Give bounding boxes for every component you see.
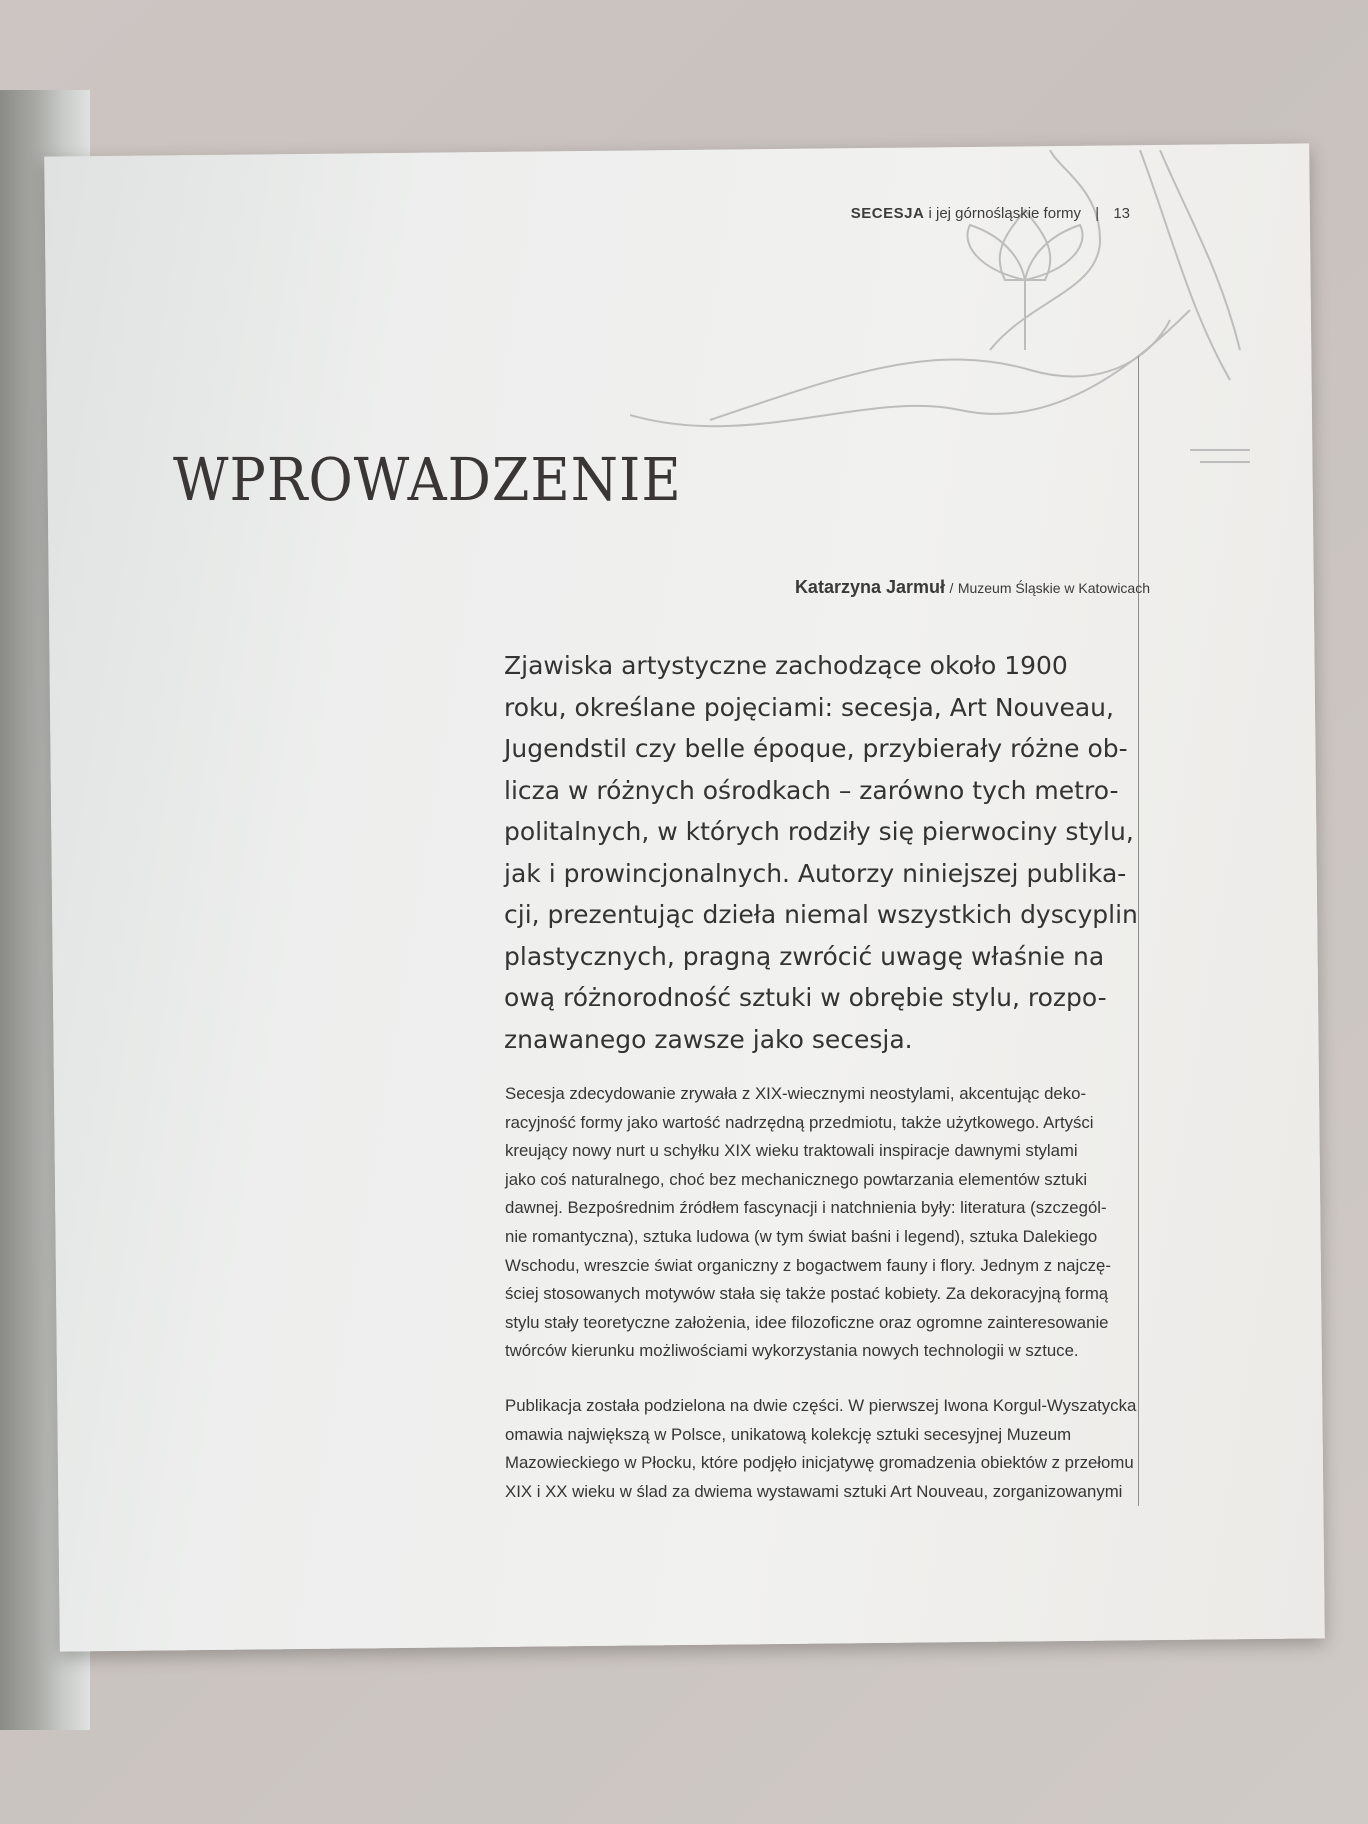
body-line: twórców kierunku możliwościami wykorzystania nowych technologii w sztuce. bbox=[505, 1341, 1079, 1361]
author-name: Katarzyna Jarmuł bbox=[794, 577, 946, 597]
body-line: nie romantyczna), sztuka ludowa (w tym świat baśni i legend), sztuka Dalekiego bbox=[505, 1226, 1098, 1246]
body-line: Publikacja została podzielona na dwie części. W pierwszej Iwona Korgul-Wyszatycka bbox=[505, 1396, 1137, 1415]
lead-line: cji, prezentując dzieła niemal wszystkich dyscyplin bbox=[504, 900, 1138, 929]
header-section-bold: SECESJA bbox=[850, 205, 925, 222]
body-line: stylu stały teoretyczne założenia, idee filozoficzne oraz ogromne zainteresowanie bbox=[505, 1312, 1109, 1332]
lead-line: politalnych, w których rodziły się pierwociny stylu, bbox=[504, 817, 1134, 846]
body-paragraph-2 bbox=[505, 1392, 1195, 1506]
lead-line: Zjawiska artystyczne zachodzące około 1900 bbox=[504, 651, 1068, 680]
body-line: XIX i XX wieku w ślad za dwiema wystawami sztuki Art Nouveau, zorganizowanymi bbox=[505, 1481, 1123, 1501]
page-number: 13 bbox=[1113, 205, 1130, 222]
lead-line: plastycznych, pragną zwrócić uwagę właśnie na bbox=[504, 941, 1105, 971]
author-line bbox=[650, 577, 1150, 598]
body-line: omawia największą w Polsce, unikatową kolekcję sztuki secesyjnej Muzeum bbox=[505, 1424, 1072, 1444]
body-paragraph-1 bbox=[505, 1080, 1195, 1366]
lead-line: jak i prowincjonalnych. Autorzy niniejszej publika- bbox=[504, 858, 1127, 888]
chapter-title: WPROWADZENIE bbox=[173, 444, 682, 515]
lead-line: licza w różnych ośrodkach – zarówno tych metro- bbox=[504, 775, 1119, 805]
header-separator: | bbox=[1095, 205, 1100, 222]
lead-line: Jugendstil czy belle époque, przybierały różne ob- bbox=[504, 734, 1128, 763]
header-section-rest: i jej górnośląskie formy bbox=[928, 205, 1082, 222]
running-header bbox=[700, 205, 1130, 222]
art-nouveau-lotus-ornament bbox=[630, 150, 1250, 480]
lead-line: roku, określane pojęciami: secesja, Art Nouveau, bbox=[504, 692, 1114, 722]
body-line: jako coś naturalnego, choć bez mechanicznego powtarzania elementów sztuki bbox=[505, 1169, 1088, 1189]
body-line: racyjność formy jako wartość nadrzędną przedmiotu, także użytkowego. Artyści bbox=[505, 1112, 1094, 1132]
body-line: kreujący nowy nurt u schyłku XIX wieku traktowali inspiracje dawnymi stylami bbox=[505, 1141, 1078, 1161]
author-institution: Muzeum Śląskie w Katowicach bbox=[957, 580, 1150, 596]
body-line: dawnej. Bezpośrednim źródłem fascynacji i natchnienia były: literatura (szczegól- bbox=[505, 1198, 1107, 1218]
body-line: ściej stosowanych motywów stała się także postać kobiety. Za dekoracyjną formą bbox=[505, 1284, 1109, 1304]
lead-line: znawanego zawsze jako secesja. bbox=[504, 1024, 913, 1054]
author-separator: / bbox=[949, 580, 954, 596]
lead-paragraph bbox=[504, 645, 1164, 1060]
body-line: Secesja zdecydowanie zrywała z XIX-wiecznymi neostylami, akcentując deko- bbox=[505, 1084, 1087, 1103]
body-line: Mazowieckiego w Płocku, które podjęło inicjatywę gromadzenia obiektów z przełomu bbox=[505, 1453, 1134, 1473]
lead-line: ową różnorodność sztuki w obrębie stylu, rozpo- bbox=[504, 983, 1107, 1012]
body-line: Wschodu, wreszcie świat organiczny z bogactwem fauny i flory. Jednym z najczę- bbox=[505, 1255, 1111, 1275]
